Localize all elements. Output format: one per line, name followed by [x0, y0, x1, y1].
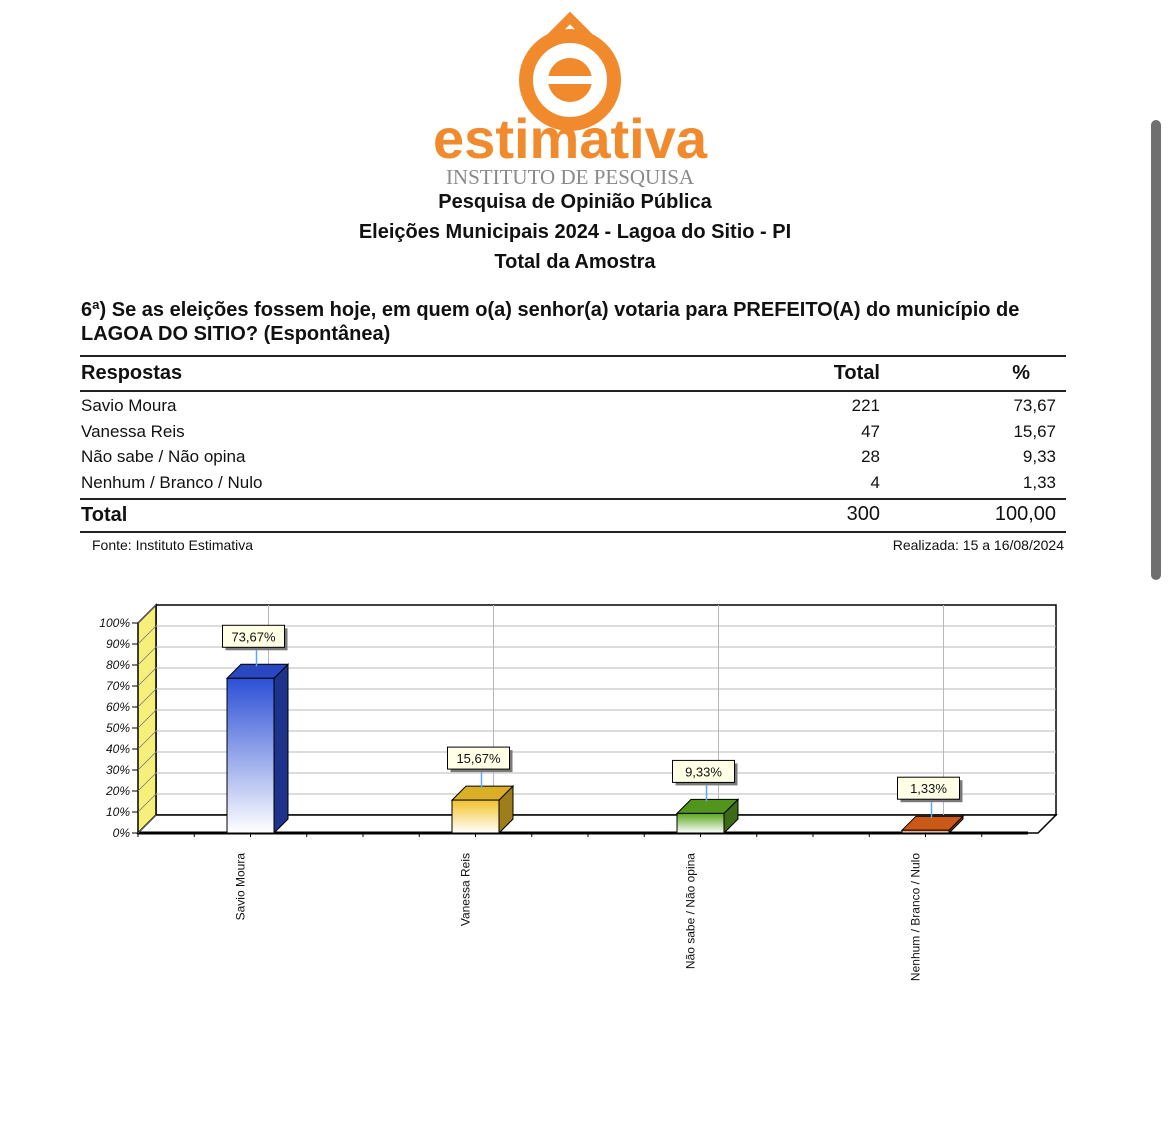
bar-chart — [80, 600, 1070, 1030]
row-total: 47 — [861, 422, 880, 441]
y-tick-label: 50% — [105, 721, 130, 735]
data-label: 9,33% — [685, 764, 722, 780]
y-tick-label: 100% — [99, 616, 130, 630]
row-pct: 73,67 — [1013, 396, 1056, 415]
logo-word: estimativa — [433, 107, 707, 170]
total-count: 300 — [846, 503, 880, 525]
y-tick-label: 70% — [105, 679, 130, 693]
y-tick-label: 10% — [105, 805, 130, 819]
date-note: Realizada: 15 a 16/08/2024 — [892, 537, 1064, 553]
y-tick-label: 90% — [105, 637, 130, 651]
x-category-label: Savio Moura — [233, 853, 248, 921]
bar — [902, 830, 949, 833]
y-tick-label: 80% — [105, 658, 130, 672]
data-label: 1,33% — [910, 781, 947, 797]
header-total: Total — [833, 362, 880, 384]
election-title: Eleições Municipais 2024 - Lagoa do Sitio - PI — [358, 221, 792, 243]
row-pct: 15,67 — [1013, 422, 1056, 441]
vertical-scrollbar[interactable] — [1151, 120, 1161, 580]
bar — [452, 800, 499, 833]
row-label: Vanessa Reis — [81, 422, 185, 441]
source-note: Fonte: Instituto Estimativa — [92, 537, 254, 553]
row-label: Nenhum / Branco / Nulo — [81, 473, 263, 492]
survey-title: Pesquisa de Opinião Pública — [438, 191, 712, 213]
row-total: 221 — [851, 396, 880, 415]
row-label: Savio Moura — [81, 396, 177, 415]
y-tick-label: 0% — [112, 826, 130, 840]
y-tick-label: 60% — [105, 700, 130, 714]
y-tick-label: 30% — [105, 763, 130, 777]
x-category-label: Não sabe / Não opina — [683, 853, 698, 970]
total-pct: 100,00 — [994, 503, 1056, 525]
y-tick-label: 40% — [105, 742, 130, 756]
row-pct: 9,33 — [1022, 447, 1056, 466]
y-tick-label: 20% — [105, 784, 130, 798]
question-text: 6ª) Se as eleições fossem hoje, em quem o(a) senhor(a) votaria para PREFEITO(A) do município de LAGOA DO SITIO? (Espontânea) — [81, 299, 1020, 345]
header-respostas: Respostas — [81, 362, 183, 384]
row-label: Não sabe / Não opina — [81, 447, 246, 466]
bar-side — [274, 664, 288, 833]
header-pct: % — [1012, 362, 1030, 384]
x-category-label: Vanessa Reis — [458, 853, 473, 927]
bar — [677, 813, 724, 833]
bar — [227, 678, 274, 833]
row-total: 28 — [861, 447, 880, 466]
sample-title: Total da Amostra — [494, 251, 656, 273]
total-label: Total — [81, 504, 128, 526]
x-category-label: Nenhum / Branco / Nulo — [908, 853, 923, 982]
data-label: 73,67% — [231, 629, 276, 645]
row-pct: 1,33 — [1022, 473, 1056, 492]
logo-subtitle: INSTITUTO DE PESQUISA — [445, 165, 695, 189]
data-label: 15,67% — [456, 751, 501, 767]
row-total: 4 — [870, 473, 880, 492]
estimativa-logo — [430, 8, 730, 193]
x-axis-labels — [234, 853, 923, 981]
